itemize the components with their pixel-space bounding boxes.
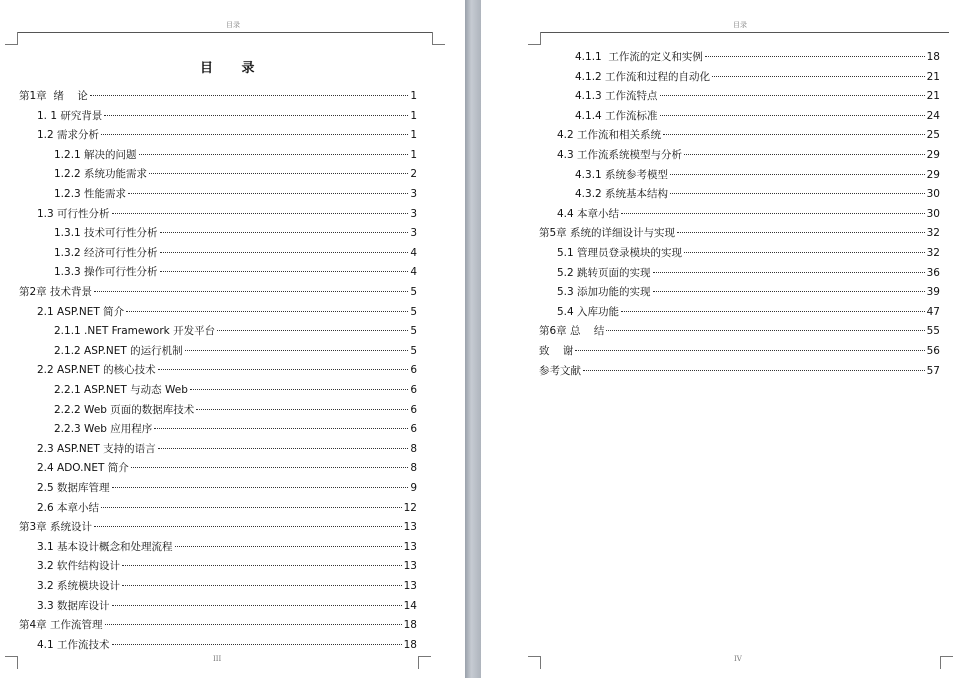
toc-entry[interactable] xyxy=(19,285,417,299)
toc-dot-leader xyxy=(154,428,408,429)
toc-entry[interactable] xyxy=(54,422,417,436)
document-page-left xyxy=(0,0,465,678)
toc-dot-leader xyxy=(90,95,409,96)
crop-mark-bottom-right xyxy=(418,656,431,669)
toc-dot-leader xyxy=(575,350,924,351)
toc-entry-label: 5.1 管理员登录模块的实现 xyxy=(557,247,683,259)
toc-entry-label: 1.3.2 经济可行性分析 xyxy=(54,246,158,259)
toc-entry-label: 3.1 基本设计概念和处理流程 xyxy=(37,540,173,553)
toc-entry-page-number: 5 xyxy=(410,325,417,338)
header-rule xyxy=(541,32,949,33)
toc-dot-leader xyxy=(126,311,408,312)
toc-dot-leader xyxy=(101,507,402,508)
toc-entry-page-number: 8 xyxy=(410,442,417,455)
toc-entry-label: 第2章 技术背景 xyxy=(19,286,93,298)
toc-entry[interactable] xyxy=(575,70,940,84)
toc-entry-label: 4.1.1 工作流的定义和实例 xyxy=(575,51,703,63)
toc-entry-page-number: 56 xyxy=(926,345,940,357)
crop-mark-top-left xyxy=(528,32,541,45)
toc-dot-leader xyxy=(112,644,402,645)
toc-entry-page-number: 4 xyxy=(410,266,417,279)
toc-entry[interactable] xyxy=(557,207,940,221)
crop-mark-bottom-right xyxy=(940,656,953,669)
toc-entry-page-number: 13 xyxy=(403,580,417,592)
toc-entry-page-number: 14 xyxy=(403,599,417,612)
toc-dot-leader xyxy=(712,76,925,77)
toc-dot-leader xyxy=(149,173,408,174)
toc-entry[interactable] xyxy=(19,89,417,103)
toc-entry-label: 2.6 本章小结 xyxy=(37,501,100,514)
toc-entry[interactable] xyxy=(37,207,417,221)
toc-entry-label: 3.2 软件结构设计 xyxy=(37,560,121,573)
page-number-footer: III xyxy=(213,655,222,663)
toc-entry[interactable] xyxy=(539,324,940,338)
document-page-right xyxy=(481,0,960,678)
toc-dot-leader xyxy=(217,330,408,331)
toc-entry[interactable] xyxy=(37,579,417,593)
toc-entry[interactable] xyxy=(54,265,417,279)
toc-entry-label: 4.1 工作流技术 xyxy=(37,638,110,651)
toc-entry-label: 5.2 跳转页面的实现 xyxy=(557,266,651,279)
crop-mark-top-right xyxy=(432,32,445,45)
toc-dot-leader xyxy=(175,546,402,547)
toc-entry-label: 2.2.1 ASP.NET 与动态 Web xyxy=(54,384,188,396)
toc-entry[interactable] xyxy=(37,540,417,554)
toc-entry-label: 1.3.1 技术可行性分析 xyxy=(54,227,158,240)
page-gap xyxy=(465,0,481,678)
toc-dot-leader xyxy=(160,232,409,233)
toc-entry[interactable] xyxy=(37,599,417,613)
toc-dot-leader xyxy=(158,448,409,449)
toc-dot-leader xyxy=(122,565,402,566)
toc-entry[interactable] xyxy=(54,403,417,417)
toc-entry[interactable] xyxy=(37,501,417,515)
toc-entry-page-number: 29 xyxy=(926,168,940,181)
toc-entry-page-number: 6 xyxy=(410,403,417,416)
toc-entry-label: 2.5 数据库管理 xyxy=(37,482,110,494)
toc-dot-leader xyxy=(112,213,409,214)
toc-entry[interactable] xyxy=(54,246,417,260)
toc-entry[interactable] xyxy=(557,266,940,280)
toc-entry-label: 1.3 可行性分析 xyxy=(37,207,110,220)
toc-dot-leader xyxy=(104,115,408,116)
toc-entry[interactable] xyxy=(37,442,417,456)
toc-entry[interactable] xyxy=(54,148,417,162)
toc-entry-label: 第5章 系统的详细设计与实现 xyxy=(539,227,676,240)
toc-dot-leader xyxy=(670,174,925,175)
toc-dot-leader xyxy=(139,154,409,155)
toc-entry-label: 2.2 ASP.NET 的核心技术 xyxy=(37,364,156,377)
page-header: 目录 xyxy=(733,21,747,29)
toc-entry-label: 2.1.1 .NET Framework 开发平台 xyxy=(54,325,216,338)
toc-entry-page-number: 32 xyxy=(926,227,940,240)
toc-dot-leader xyxy=(660,115,925,116)
toc-entry-page-number: 13 xyxy=(403,540,417,553)
toc-entry-page-number: 57 xyxy=(926,364,940,377)
toc-dot-leader xyxy=(670,193,925,194)
toc-entry-label: 2.2.2 Web 页面的数据库技术 xyxy=(54,403,195,416)
toc-entry-label: 1. 1 研究背景 xyxy=(37,109,103,122)
toc-entry[interactable] xyxy=(557,285,940,299)
toc-entry-page-number: 39 xyxy=(926,286,940,299)
toc-entry[interactable] xyxy=(19,520,417,534)
toc-entry-label: 4.2 工作流和相关系统 xyxy=(557,129,662,142)
toc-entry[interactable] xyxy=(557,148,940,162)
toc-entry-label: 4.1.4 工作流标准 xyxy=(575,109,658,122)
toc-entry-label: 5.3 添加功能的实现 xyxy=(557,286,651,299)
toc-entry[interactable] xyxy=(575,109,940,123)
toc-entry-label: 4.3 工作流系统模型与分析 xyxy=(557,149,683,161)
toc-entry-label: 1.2.3 性能需求 xyxy=(54,188,127,200)
toc-entry[interactable] xyxy=(539,364,940,378)
toc-dot-leader xyxy=(660,95,925,96)
toc-entry[interactable] xyxy=(575,50,940,64)
toc-entry-page-number: 3 xyxy=(410,227,417,240)
toc-dot-leader xyxy=(190,389,408,390)
toc-dot-leader xyxy=(663,134,925,135)
toc-entry-page-number: 21 xyxy=(926,70,940,83)
toc-entry-label: 2.1 ASP.NET 简介 xyxy=(37,305,125,318)
toc-entry-label: 3.2 系统模块设计 xyxy=(37,580,121,592)
toc-entry-label: 2.1.2 ASP.NET 的运行机制 xyxy=(54,344,183,357)
toc-dot-leader xyxy=(112,605,402,606)
toc-dot-leader xyxy=(621,213,925,214)
toc-entry-page-number: 9 xyxy=(410,482,417,494)
toc-dot-leader xyxy=(112,487,409,488)
toc-entry[interactable] xyxy=(37,363,417,377)
toc-dot-leader xyxy=(158,369,409,370)
toc-entry[interactable] xyxy=(37,128,417,142)
toc-entry-label: 4.1.2 工作流和过程的自动化 xyxy=(575,70,711,83)
toc-entry-label: 5.4 入库功能 xyxy=(557,305,620,318)
toc-dot-leader xyxy=(684,154,925,155)
toc-entry-page-number: 4 xyxy=(410,246,417,259)
toc-entry-page-number: 32 xyxy=(926,247,940,259)
toc-entry[interactable] xyxy=(54,324,417,338)
toc-entry-page-number: 5 xyxy=(410,305,417,318)
toc-entry-page-number: 1 xyxy=(410,109,417,122)
toc-entry[interactable] xyxy=(575,187,940,201)
toc-entry[interactable] xyxy=(37,109,417,123)
toc-dot-leader xyxy=(677,232,925,233)
toc-entry[interactable] xyxy=(557,246,940,260)
toc-entry-page-number: 12 xyxy=(403,501,417,514)
toc-entry-label: 4.1.3 工作流特点 xyxy=(575,90,658,103)
toc-entry[interactable] xyxy=(557,305,940,319)
toc-entry[interactable] xyxy=(557,128,940,142)
toc-entry-page-number: 36 xyxy=(926,266,940,279)
toc-entry-page-number: 18 xyxy=(403,619,417,632)
toc-entry[interactable] xyxy=(54,226,417,240)
crop-mark-top-left xyxy=(5,32,18,45)
toc-entry-page-number: 2 xyxy=(410,168,417,181)
toc-entry-label: 参考文献 xyxy=(539,364,581,377)
toc-entry-page-number: 3 xyxy=(410,207,417,220)
crop-mark-bottom-left xyxy=(5,656,18,669)
toc-entry[interactable] xyxy=(54,383,417,397)
toc-dot-leader xyxy=(705,56,925,57)
toc-entry-label: 1.2.1 解决的问题 xyxy=(54,148,137,161)
toc-entry-label: 第6章 总 结 xyxy=(539,325,605,338)
page-number-footer: IV xyxy=(734,655,742,663)
toc-entry[interactable] xyxy=(37,559,417,573)
toc-entry-label: 1.3.3 操作可行性分析 xyxy=(54,266,158,279)
toc-title: 目 录 xyxy=(200,61,267,76)
toc-entry-page-number: 1 xyxy=(410,129,417,142)
toc-entry-page-number: 1 xyxy=(410,148,417,161)
toc-dot-leader xyxy=(105,624,402,625)
toc-entry-label: 1.2.2 系统功能需求 xyxy=(54,168,148,181)
toc-dot-leader xyxy=(606,330,924,331)
toc-entry-label: 第4章 工作流管理 xyxy=(19,619,103,632)
toc-entry[interactable] xyxy=(37,461,417,475)
toc-entry[interactable] xyxy=(575,168,940,182)
toc-entry-label: 4.4 本章小结 xyxy=(557,207,620,220)
toc-entry-label: 2.2.3 Web 应用程序 xyxy=(54,423,153,436)
toc-entry-page-number: 6 xyxy=(410,364,417,377)
toc-dot-leader xyxy=(94,291,408,292)
toc-entry[interactable] xyxy=(37,638,417,652)
toc-entry-label: 4.3.1 系统参考模型 xyxy=(575,168,669,181)
toc-dot-leader xyxy=(131,467,409,468)
page-header: 目录 xyxy=(226,21,240,29)
toc-dot-leader xyxy=(583,370,925,371)
toc-dot-leader xyxy=(160,252,409,253)
toc-entry-page-number: 6 xyxy=(410,423,417,436)
toc-entry-page-number: 18 xyxy=(926,51,940,63)
toc-entry-page-number: 6 xyxy=(410,384,417,396)
toc-entry-page-number: 25 xyxy=(926,129,940,142)
toc-entry-page-number: 13 xyxy=(403,521,417,534)
toc-dot-leader xyxy=(128,193,408,194)
toc-entry[interactable] xyxy=(539,226,940,240)
toc-dot-leader xyxy=(94,526,402,527)
toc-entry-page-number: 13 xyxy=(403,560,417,573)
toc-entry[interactable] xyxy=(19,618,417,632)
toc-entry-page-number: 21 xyxy=(926,90,940,103)
toc-dot-leader xyxy=(653,272,925,273)
toc-entry-page-number: 18 xyxy=(403,638,417,651)
toc-entry-page-number: 30 xyxy=(926,207,940,220)
toc-entry-label: 3.3 数据库设计 xyxy=(37,599,110,612)
toc-dot-leader xyxy=(122,585,402,586)
toc-entry-page-number: 24 xyxy=(926,109,940,122)
toc-dot-leader xyxy=(101,134,408,135)
toc-dot-leader xyxy=(684,252,925,253)
toc-entry-label: 致 谢 xyxy=(539,345,574,357)
toc-entry-label: 2.4 ADO.NET 简介 xyxy=(37,462,129,475)
toc-entry-page-number: 55 xyxy=(926,325,940,338)
toc-entry-page-number: 29 xyxy=(926,149,940,161)
toc-entry[interactable] xyxy=(539,344,940,358)
toc-entry[interactable] xyxy=(37,481,417,495)
toc-entry-label: 第3章 系统设计 xyxy=(19,521,93,534)
toc-entry-page-number: 30 xyxy=(926,188,940,201)
toc-entry-page-number: 1 xyxy=(410,90,417,102)
toc-entry-label: 2.3 ASP.NET 支持的语言 xyxy=(37,442,156,455)
toc-dot-leader xyxy=(160,271,409,272)
crop-mark-bottom-left xyxy=(528,656,541,669)
toc-entry-page-number: 3 xyxy=(410,188,417,200)
toc-dot-leader xyxy=(621,311,925,312)
toc-entry[interactable] xyxy=(54,187,417,201)
toc-entry-label: 1.2 需求分析 xyxy=(37,129,100,142)
toc-entry-page-number: 8 xyxy=(410,462,417,475)
toc-entry-label: 4.3.2 系统基本结构 xyxy=(575,188,669,201)
header-rule xyxy=(17,32,432,33)
toc-entry[interactable] xyxy=(37,305,417,319)
toc-entry-page-number: 5 xyxy=(410,286,417,298)
toc-entry[interactable] xyxy=(54,344,417,358)
toc-entry-label: 第1章 绪 论 xyxy=(19,90,88,102)
toc-entry[interactable] xyxy=(54,167,417,181)
toc-dot-leader xyxy=(653,291,925,292)
toc-dot-leader xyxy=(196,409,408,410)
toc-entry-page-number: 5 xyxy=(410,344,417,357)
toc-dot-leader xyxy=(185,350,409,351)
toc-entry-page-number: 47 xyxy=(926,305,940,318)
toc-entry[interactable] xyxy=(575,89,940,103)
